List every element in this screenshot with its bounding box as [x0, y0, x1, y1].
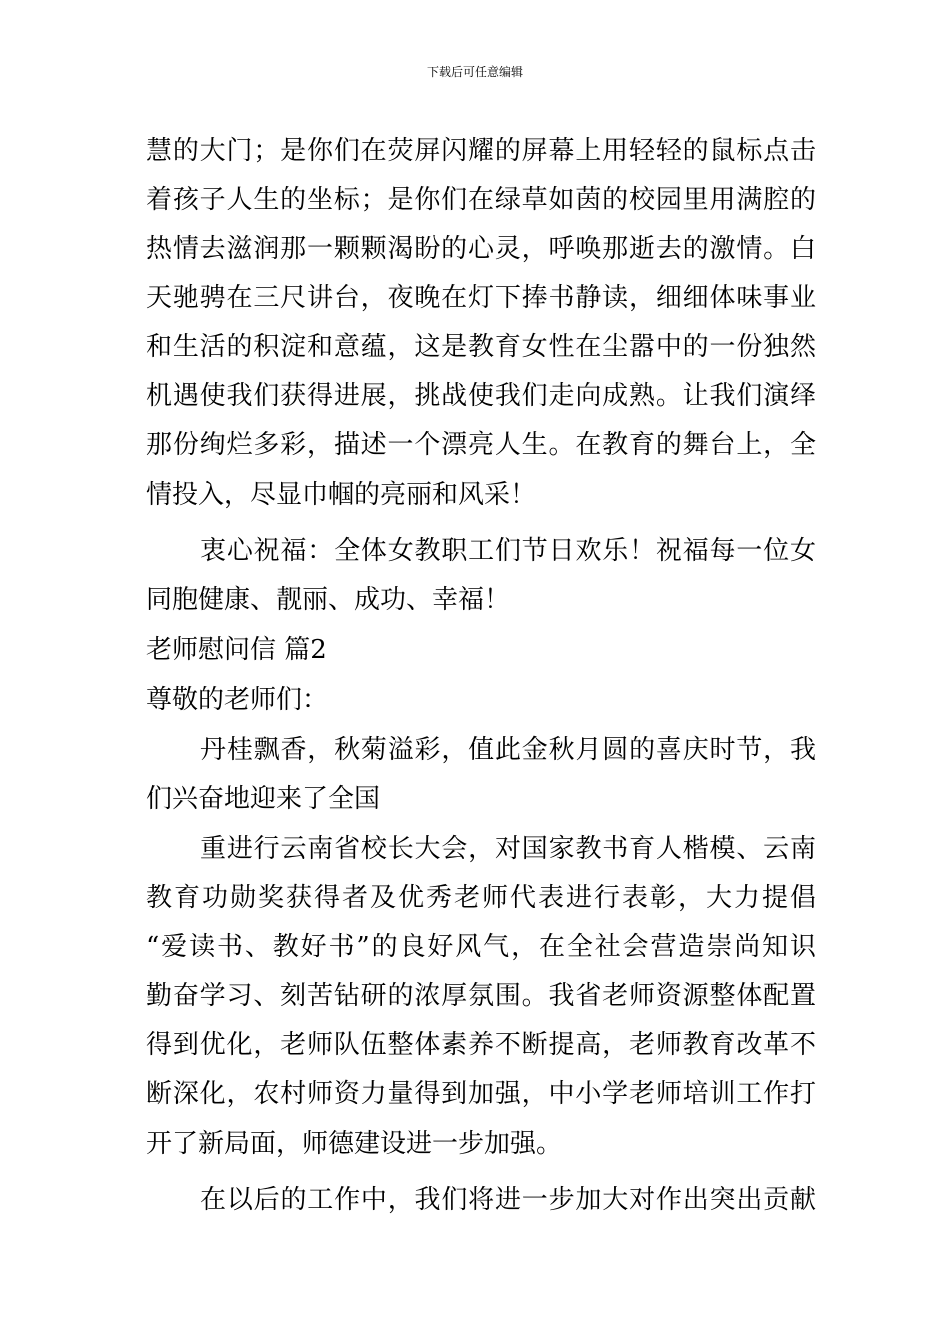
paragraph-line: “爱读书、教好书”的良好风气，在全社会营造崇尚知识	[146, 932, 816, 962]
paragraph-line: 着孩子人生的坐标；是你们在绿草如茵的校园里用满腔的	[146, 185, 816, 215]
paragraph-line: 丹桂飘香，秋菊溢彩，值此金秋月圆的喜庆时节，我	[200, 735, 816, 765]
paragraph-line: 机遇使我们获得进展，挑战使我们走向成熟。让我们演绎	[146, 381, 816, 411]
paragraph-line: 重进行云南省校长大会，对国家教书育人楷模、云南	[200, 834, 816, 864]
paragraph-line: 那份绚烂多彩，描述一个漂亮人生。在教育的舞台上，全	[146, 430, 816, 460]
paragraph-line: 开了新局面，师德建设进一步加强。	[146, 1129, 563, 1159]
paragraph-line: 勤奋学习、刻苦钻研的浓厚氛围。我省老师资源整体配置	[146, 981, 816, 1011]
paragraph-line: 同胞健康、靓丽、成功、幸福！	[146, 585, 511, 615]
paragraph-line: 教育功勋奖获得者及优秀老师代表进行表彰，大力提倡	[146, 883, 816, 913]
section-heading: 老师慰问信 篇2	[146, 635, 327, 665]
salutation: 尊敬的老师们：	[146, 685, 329, 715]
paragraph-line: 衷心祝福：全体女教职工们节日欢乐！祝福每一位女	[200, 536, 816, 566]
paragraph-line: 情投入，尽显巾帼的亮丽和风采！	[146, 480, 537, 510]
paragraph-line: 们兴奋地迎来了全国	[146, 784, 381, 814]
paragraph-line: 得到优化，老师队伍整体素养不断提高，老师教育改革不	[146, 1030, 816, 1060]
page-header: 下载后可任意编辑	[426, 65, 523, 79]
paragraph-line: 天驰骋在三尺讲台，夜晚在灯下捧书静读，细细体味事业	[146, 283, 816, 313]
paragraph-line: 慧的大门；是你们在荧屏闪耀的屏幕上用轻轻的鼠标点击	[146, 136, 816, 166]
paragraph-line: 断深化，农村师资力量得到加强，中小学老师培训工作打	[146, 1079, 816, 1109]
paragraph-line: 在以后的工作中，我们将进一步加大对作出突出贡献	[200, 1185, 816, 1215]
paragraph-line: 热情去滋润那一颗颗渴盼的心灵，呼唤那逝去的激情。白	[146, 234, 816, 264]
paragraph-line: 和生活的积淀和意蕴，这是教育女性在尘嚣中的一份独然	[146, 332, 816, 362]
